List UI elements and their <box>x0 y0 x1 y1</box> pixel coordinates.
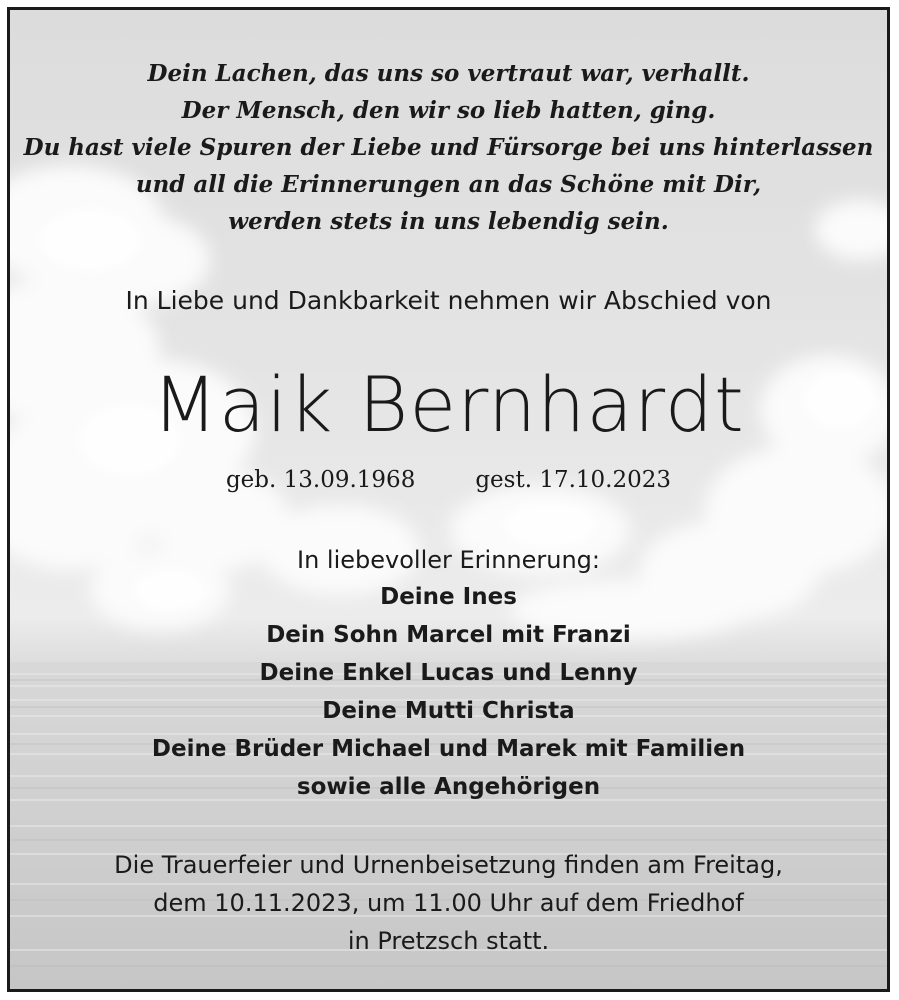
family-member: Deine Enkel Lucas und Lenny <box>259 660 638 686</box>
family-member: Dein Sohn Marcel mit Franzi <box>266 622 631 648</box>
life-dates <box>10 467 887 493</box>
farewell-intro: In Liebe und Dankbarkeit nehmen wir Abschied von <box>125 286 772 315</box>
birth-date: geb. 13.09.1968 <box>225 467 416 493</box>
family-member: sowie alle Angehörigen <box>296 774 601 800</box>
verse-line: Du hast viele Spuren der Liebe und Fürsorge bei uns hinterlassen <box>23 134 874 161</box>
death-date: gest. 17.10.2023 <box>475 467 672 493</box>
verse-line: Dein Lachen, das uns so vertraut war, verhallt. <box>147 60 750 87</box>
verse-line: werden stets in uns lebendig sein. <box>228 208 669 235</box>
obituary-notice <box>7 7 890 992</box>
verse-line: Der Mensch, den wir so lieb hatten, ging. <box>181 97 716 124</box>
memory-label: In liebevoller Erinnerung: <box>297 546 600 574</box>
family-member: Deine Mutti Christa <box>322 698 575 724</box>
service-info-line: dem 10.11.2023, um 11.00 Uhr auf dem Friedhof <box>153 889 744 917</box>
service-info-line: Die Trauerfeier und Urnenbeisetzung finden am Freitag, <box>114 851 783 879</box>
family-member: Deine Ines <box>380 584 517 610</box>
verse-line: und all die Erinnerungen an das Schöne mit Dir, <box>135 171 762 198</box>
deceased-name: Maik Bernhardt <box>152 360 745 449</box>
family-member: Deine Brüder Michael und Marek mit Familien <box>151 736 746 762</box>
service-info-line: in Pretzsch statt. <box>347 927 550 955</box>
